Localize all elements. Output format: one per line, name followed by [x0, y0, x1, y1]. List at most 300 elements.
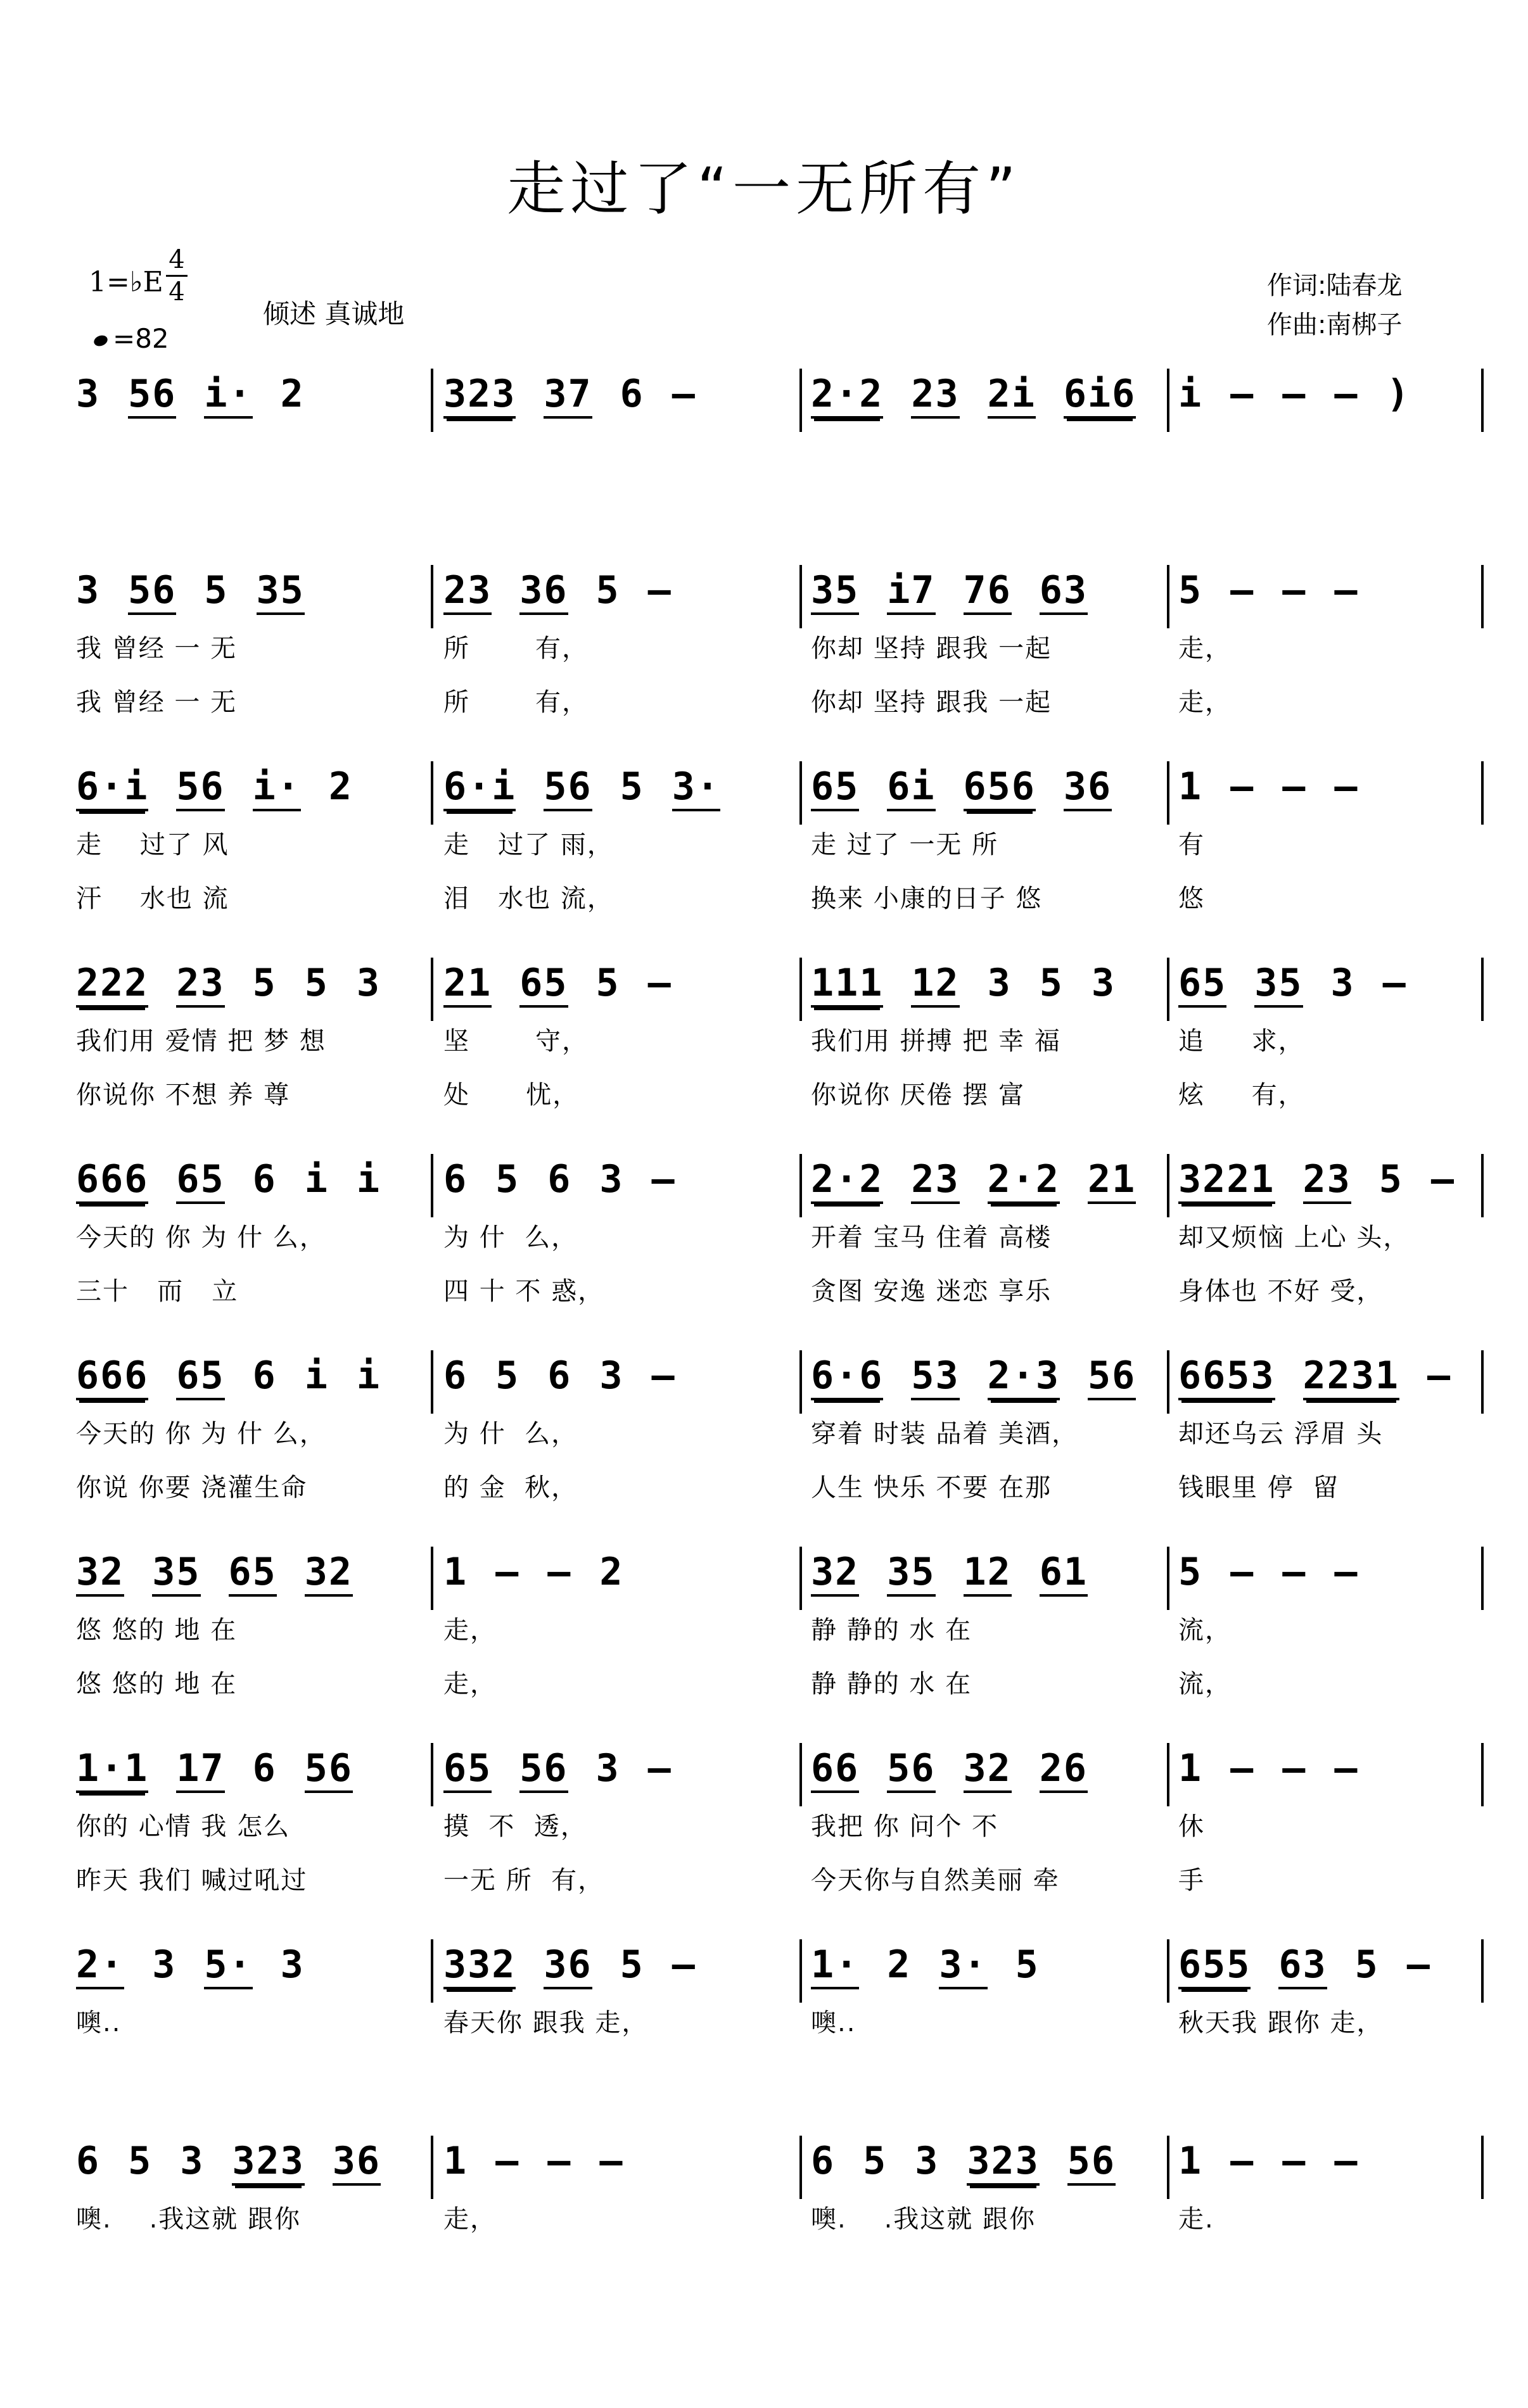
barline: [1167, 1939, 1169, 2003]
barline: [1481, 761, 1484, 825]
note: 12: [964, 1552, 1012, 1597]
lyric-line-1: 休: [1178, 1812, 1205, 1841]
lyric-line-1: 走 过了 一无 所: [811, 830, 999, 859]
lyric-line-2: 流，: [1178, 1670, 1232, 1699]
lyric-line-2: 处 忧，: [443, 1080, 580, 1110]
note: 56: [128, 374, 176, 419]
note: –: [1282, 764, 1307, 809]
note: 65: [1178, 963, 1226, 1008]
barline: [431, 761, 433, 825]
measure: [811, 963, 1116, 1008]
note: 5: [252, 961, 277, 1005]
note: 6·i: [76, 766, 148, 811]
lyric-line-1: 摸 不 透，: [443, 1812, 587, 1841]
barline: [431, 1154, 433, 1217]
note: 65: [811, 766, 859, 811]
measure: [1178, 1748, 1359, 1789]
lyric-line-2: 一无 所 有，: [443, 1866, 605, 1895]
lyric-line-1: 走 过了 风: [76, 830, 229, 859]
note: 53: [911, 1355, 959, 1400]
note: 3: [1330, 961, 1355, 1005]
note: 23: [443, 570, 492, 615]
note: 37: [544, 374, 592, 419]
note: 3: [915, 2139, 939, 2183]
note: 63: [1040, 570, 1088, 615]
note: –: [1334, 2139, 1359, 2183]
note: 56: [544, 766, 592, 811]
note: 3·: [939, 1944, 987, 1989]
measure: [811, 1944, 1040, 1989]
note: 12: [911, 963, 959, 1008]
note: 111: [811, 963, 883, 1008]
lyric-line-2: 静 静的 水 在: [811, 1670, 972, 1699]
barline: [1481, 1154, 1484, 1217]
measure: [76, 1159, 381, 1204]
note: i·: [253, 766, 301, 811]
note: 2: [599, 1550, 624, 1594]
lyric-line-2: 炫 有，: [1178, 1080, 1305, 1110]
measure: [811, 1748, 1088, 1793]
note: 6: [443, 1157, 468, 1201]
note: 323: [443, 374, 516, 419]
note: 2: [328, 764, 353, 809]
note: 5: [1178, 568, 1203, 612]
note: 2231: [1303, 1355, 1400, 1400]
score-system: [0, 766, 1528, 944]
note: 3: [280, 1942, 305, 1987]
note: ): [1386, 372, 1411, 416]
note: –: [1334, 568, 1359, 612]
note: i: [304, 1353, 329, 1398]
measure: [443, 374, 696, 419]
lyric-line-2: 钱眼里 停 留: [1178, 1473, 1340, 1502]
note: 3221: [1178, 1159, 1275, 1204]
note: 26: [1040, 1748, 1088, 1793]
note: 23: [911, 374, 959, 419]
note: i: [1178, 372, 1203, 416]
note: 3: [76, 568, 101, 612]
note: –: [1230, 1746, 1255, 1790]
barline: [799, 2136, 802, 2199]
barline: [1481, 369, 1484, 432]
lyric-line-2: 你说 你要 浇灌生命: [76, 1473, 308, 1502]
note: 65: [176, 1355, 224, 1400]
barline: [1167, 565, 1169, 628]
lyric-line-1: 却又烦恼 上心 头，: [1178, 1223, 1410, 1252]
note: 5: [595, 568, 620, 612]
note: 36: [1064, 766, 1112, 811]
barline: [799, 958, 802, 1021]
score-system: [0, 374, 1528, 551]
note: –: [1282, 2139, 1307, 2183]
lyric-line-1: 追 求，: [1178, 1027, 1305, 1056]
note: 5: [1039, 961, 1064, 1005]
note: i·: [204, 374, 252, 419]
note: 3·: [672, 766, 720, 811]
note: 656: [964, 766, 1036, 811]
lyric-line-2: 昨天 我们 喊过吼过: [76, 1866, 308, 1895]
note: 2·: [76, 1944, 124, 1989]
barline: [431, 1350, 433, 1414]
credits: [1267, 266, 1402, 345]
note: 323: [232, 2141, 304, 2186]
measure: [811, 766, 1112, 811]
note: –: [547, 1550, 572, 1594]
note: 3: [1091, 961, 1116, 1005]
measure: [76, 1552, 353, 1597]
note: 6: [252, 1353, 277, 1398]
barline: [431, 1743, 433, 1806]
lyric-line-2: 悠 悠的 地 在: [76, 1670, 238, 1699]
note: –: [672, 372, 696, 416]
note: 5·: [204, 1944, 252, 1989]
note: i: [304, 1157, 329, 1201]
score-system: [0, 1159, 1528, 1336]
lyric-line-1: 所 有，: [443, 634, 589, 663]
note: –: [1406, 1942, 1431, 1987]
lyric-line-1: 我们用 拼搏 把 幸 福: [811, 1027, 1061, 1056]
note: –: [1382, 961, 1407, 1005]
note: 3: [152, 1942, 177, 1987]
key-signature: 1=♭E: [89, 266, 163, 298]
measure: [76, 2141, 381, 2186]
note: 32: [964, 1748, 1012, 1793]
measure: [1178, 963, 1407, 1008]
lyric-line-1: 悠 悠的 地 在: [76, 1616, 238, 1645]
score-system: [0, 1552, 1528, 1729]
note: 66: [811, 1748, 859, 1793]
note: 6: [76, 2139, 101, 2183]
lyric-line-1: 噢. .我这就 跟你: [76, 2205, 302, 2234]
lyric-line-2: 悠: [1178, 884, 1205, 913]
measure: [76, 570, 305, 615]
note: 5: [1178, 1550, 1203, 1594]
barline: [1167, 958, 1169, 1021]
lyric-line-1: 为 什 么，: [443, 1419, 578, 1448]
lyric-line-2: 手: [1178, 1866, 1205, 1895]
note: 35: [887, 1552, 935, 1597]
note: 6i: [887, 766, 935, 811]
note: 1: [443, 2139, 468, 2183]
note: 65: [176, 1159, 224, 1204]
expression-marking: 倾述 真诚地: [263, 298, 405, 329]
note: 2·2: [988, 1159, 1060, 1204]
time-signature-bottom: 4: [169, 277, 185, 307]
measure: [76, 374, 305, 419]
note: –: [1282, 1746, 1307, 1790]
barline: [1167, 1547, 1169, 1610]
measure: [811, 2141, 1116, 2186]
score-system: [0, 570, 1528, 747]
tempo-marking: [94, 323, 169, 354]
note: 6i6: [1064, 374, 1136, 419]
note: 6: [252, 1157, 277, 1201]
lyric-line-2: 你却 坚持 跟我 一起: [811, 688, 1052, 717]
note: –: [647, 568, 672, 612]
lyric-line-1: 你的 心情 我 怎么: [76, 1812, 291, 1841]
note: –: [647, 1746, 672, 1790]
composer: 作曲:南梆子: [1267, 310, 1403, 339]
note: 2: [280, 372, 305, 416]
lyric-line-1: 你却 坚持 跟我 一起: [811, 634, 1052, 663]
lyric-line-2: 今天你与自然美丽 牵: [811, 1866, 1060, 1895]
lyric-line-1: 穿着 时装 品着 美酒，: [811, 1419, 1079, 1448]
lyric-line-1: 走.: [1178, 2205, 1214, 2234]
lyric-line-1: 我们用 爱情 把 梦 想: [76, 1027, 326, 1056]
note: 222: [76, 963, 148, 1008]
note: –: [599, 2139, 624, 2183]
note: 655: [1178, 1944, 1251, 1989]
measure: [443, 1944, 696, 1989]
barline: [1167, 761, 1169, 825]
note: 6: [443, 1353, 468, 1398]
note: 1: [1178, 2139, 1203, 2183]
barline: [431, 2136, 433, 2199]
barline: [431, 369, 433, 432]
note: 65: [229, 1552, 277, 1597]
note: 5: [495, 1353, 520, 1398]
note: 36: [333, 2141, 381, 2186]
note: 5: [1354, 1942, 1379, 1987]
note: 1: [1178, 764, 1203, 809]
note: 5: [204, 568, 229, 612]
note: 1: [443, 1550, 468, 1594]
note: 3: [987, 961, 1012, 1005]
measure: [443, 1552, 624, 1592]
measure: [1178, 766, 1359, 807]
note: 32: [811, 1552, 859, 1597]
lyric-line-2: 贪图 安逸 迷恋 享乐: [811, 1277, 1052, 1306]
lyric-line-2: 你说你 厌倦 摆 富: [811, 1080, 1026, 1110]
note: 65: [443, 1748, 492, 1793]
note: –: [1230, 1550, 1255, 1594]
lyric-line-2: 所 有，: [443, 688, 589, 717]
lyric-line-1: 今天的 你 为 什 么，: [76, 1419, 326, 1448]
measure: [76, 1944, 305, 1989]
note: 65: [519, 963, 568, 1008]
note: –: [1334, 764, 1359, 809]
note: 332: [443, 1944, 516, 1989]
note: 5: [620, 1942, 644, 1987]
note: 666: [76, 1159, 148, 1204]
measure: [1178, 1552, 1359, 1592]
lyric-line-2: 身体也 不好 受，: [1178, 1277, 1384, 1306]
barline: [799, 1547, 802, 1610]
lyric-line-1: 噢..: [811, 2008, 856, 2037]
measure: [443, 1159, 676, 1200]
measure: [811, 1552, 1088, 1597]
barline: [431, 958, 433, 1021]
measure: [76, 963, 381, 1008]
note: –: [647, 961, 672, 1005]
note: i: [356, 1157, 381, 1201]
note: 56: [519, 1748, 568, 1793]
note: 5: [595, 961, 620, 1005]
note: 5: [1378, 1157, 1403, 1201]
lyric-line-2: 走，: [1178, 688, 1232, 717]
note: –: [1430, 1157, 1455, 1201]
lyric-line-2: 汗 水也 流: [76, 884, 229, 913]
score-system: [0, 1748, 1528, 1925]
note: –: [1230, 568, 1255, 612]
note: –: [1334, 1746, 1359, 1790]
barline: [1481, 2136, 1484, 2199]
note: –: [1282, 372, 1307, 416]
barline: [799, 761, 802, 825]
lyric-line-2: 你说你 不想 养 尊: [76, 1080, 291, 1110]
measure: [76, 1355, 381, 1400]
note: 35: [811, 570, 859, 615]
note: –: [495, 1550, 520, 1594]
barline: [1167, 369, 1169, 432]
measure: [811, 570, 1088, 615]
note: 56: [1067, 2141, 1116, 2186]
measure: [443, 2141, 624, 2181]
lyric-line-1: 坚 守，: [443, 1027, 589, 1056]
score-system: [0, 1355, 1528, 1533]
score-system: [0, 2141, 1528, 2318]
barline: [1167, 1350, 1169, 1414]
note: 6: [620, 372, 644, 416]
note: 63: [1278, 1944, 1327, 1989]
measure: [1178, 1159, 1455, 1204]
note: –: [495, 2139, 520, 2183]
measure: [811, 374, 1136, 419]
barline: [1481, 565, 1484, 628]
note: 1·: [811, 1944, 859, 1989]
measure: [443, 766, 720, 811]
barline: [1167, 1154, 1169, 1217]
note: 3: [76, 372, 101, 416]
barline: [799, 1154, 802, 1217]
page-title: 走过了“一无所有”: [507, 155, 1021, 223]
time-signature: [166, 246, 188, 306]
note: 3: [599, 1353, 624, 1398]
note: –: [672, 1942, 696, 1987]
lyric-line-1: 我 曾经 一 无: [76, 634, 238, 663]
note: 5: [620, 764, 644, 809]
note: 17: [176, 1748, 224, 1793]
note: –: [1230, 2139, 1255, 2183]
note: 3: [595, 1746, 620, 1790]
barline: [799, 1350, 802, 1414]
barline: [1481, 1939, 1484, 2003]
lyric-line-1: 走 过了 雨，: [443, 830, 614, 859]
lyric-line-1: 走，: [443, 1616, 497, 1645]
barline: [1481, 1743, 1484, 1806]
note: 35: [257, 570, 305, 615]
note: 5: [304, 961, 329, 1005]
note: 323: [967, 2141, 1039, 2186]
note: 6·i: [443, 766, 516, 811]
note: 6: [811, 2139, 836, 2183]
lyric-line-2: 三十 而 立: [76, 1277, 239, 1306]
barline: [1167, 1743, 1169, 1806]
note: 2i: [988, 374, 1036, 419]
lyric-line-1: 走，: [1178, 634, 1232, 663]
note: 6: [547, 1353, 572, 1398]
note: 56: [1088, 1355, 1136, 1400]
measure: [76, 766, 353, 811]
note: i: [356, 1353, 381, 1398]
quarter-note-icon: [92, 333, 109, 348]
score-system: [0, 1944, 1528, 2122]
note: 36: [519, 570, 568, 615]
note: –: [651, 1353, 676, 1398]
note: –: [1334, 1550, 1359, 1594]
note: 5: [128, 2139, 153, 2183]
note: 3: [356, 961, 381, 1005]
measure: [1178, 570, 1359, 611]
lyric-line-1: 流，: [1178, 1616, 1232, 1645]
note: 21: [443, 963, 492, 1008]
note: 36: [544, 1944, 592, 1989]
barline: [431, 1547, 433, 1610]
lyric-line-1: 秋天我 跟你 走，: [1178, 2008, 1384, 2037]
lyric-line-1: 春天你 跟我 走，: [443, 2008, 649, 2037]
barline: [799, 1743, 802, 1806]
measure: [1178, 1355, 1451, 1400]
lyric-line-1: 有: [1178, 830, 1205, 859]
measure: [811, 1159, 1136, 1204]
note: 3: [599, 1157, 624, 1201]
note: –: [651, 1157, 676, 1201]
measure: [811, 1355, 1136, 1400]
note: 23: [176, 963, 224, 1008]
note: 2·3: [988, 1355, 1060, 1400]
note: 6653: [1178, 1355, 1275, 1400]
measure: [1178, 374, 1411, 414]
note: 23: [1303, 1159, 1351, 1204]
barline: [799, 1939, 802, 2003]
lyric-line-2: 人生 快乐 不要 在那: [811, 1473, 1052, 1502]
lyric-line-2: 泪 水也 流，: [443, 884, 614, 913]
note: –: [1282, 568, 1307, 612]
note: 32: [76, 1552, 124, 1597]
note: i7: [887, 570, 935, 615]
lyric-line-1: 噢..: [76, 2008, 122, 2037]
barline: [1481, 958, 1484, 1021]
lyric-line-2: 换来 小康的日子 悠: [811, 884, 1043, 913]
note: 35: [152, 1552, 200, 1597]
note: 56: [176, 766, 224, 811]
note: 1·1: [76, 1748, 148, 1793]
tempo-value: =82: [113, 323, 169, 354]
note: 6: [547, 1157, 572, 1201]
lyricist: 作词:陆春龙: [1267, 271, 1403, 300]
barline: [799, 369, 802, 432]
note: 6: [252, 1746, 277, 1790]
barline: [1481, 1547, 1484, 1610]
note: 76: [964, 570, 1012, 615]
lyric-line-1: 今天的 你 为 什 么，: [76, 1223, 326, 1252]
lyric-line-1: 走，: [443, 2205, 497, 2234]
lyric-line-2: 我 曾经 一 无: [76, 688, 238, 717]
note: 23: [911, 1159, 959, 1204]
measure: [443, 1355, 676, 1396]
note: 2: [887, 1942, 912, 1987]
time-signature-top: 4: [169, 245, 185, 274]
lyric-line-1: 噢. .我这就 跟你: [811, 2205, 1036, 2234]
note: 61: [1040, 1552, 1088, 1597]
note: 6·6: [811, 1355, 883, 1400]
note: 666: [76, 1355, 148, 1400]
lyric-line-1: 静 静的 水 在: [811, 1616, 972, 1645]
lyric-line-1: 我把 你 问个 不: [811, 1812, 999, 1841]
barline: [431, 565, 433, 628]
note: –: [1334, 372, 1359, 416]
measure: [443, 1748, 672, 1793]
